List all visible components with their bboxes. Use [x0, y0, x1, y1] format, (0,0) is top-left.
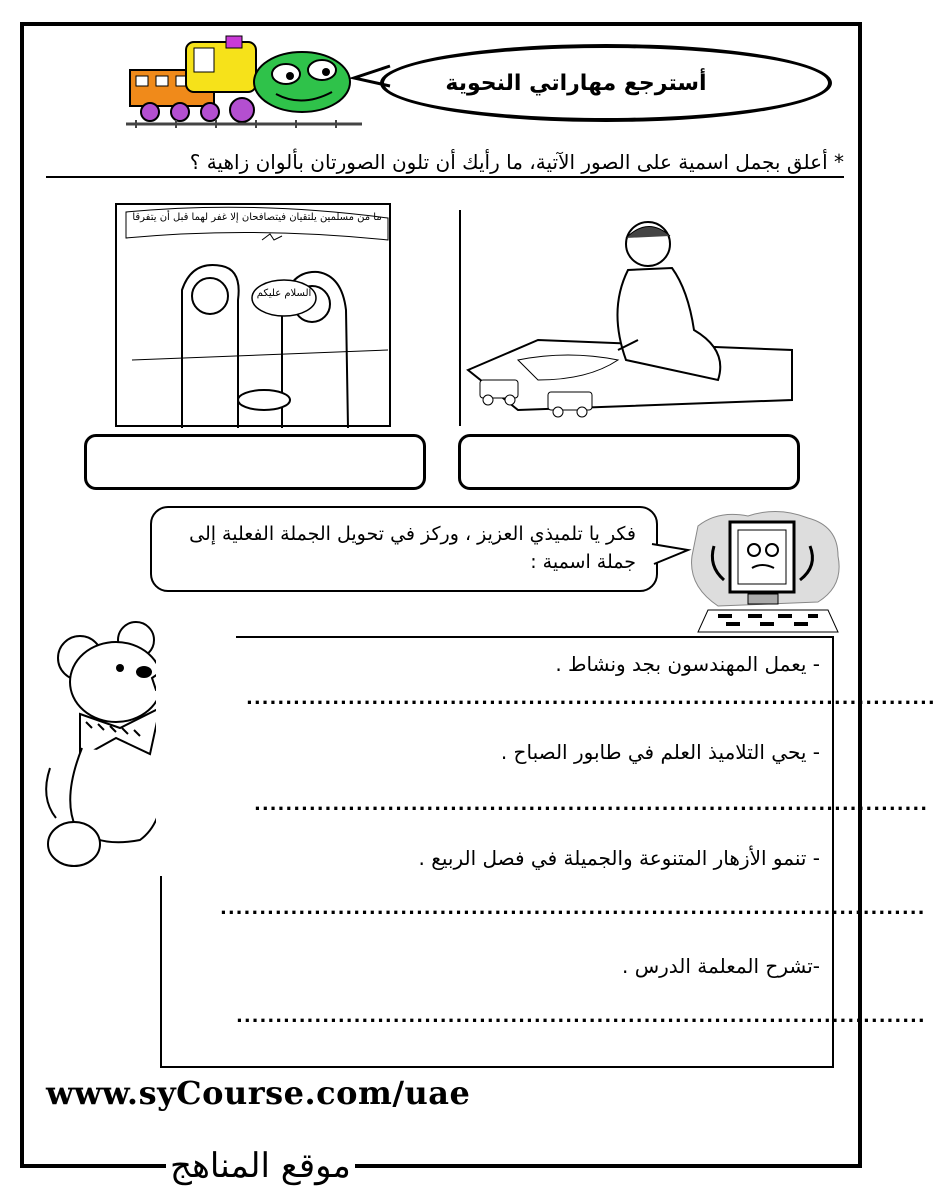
page-title: أسترجع مهاراتي النحوية	[380, 44, 832, 122]
answer-line-2[interactable]: ......................................................................................	[254, 794, 929, 815]
hint-bubble: فكر يا تلميذي العزيز ، وركز في تحويل الجملة الفعلية إلى جملة اسمية :	[150, 506, 658, 592]
exercise-box-gap	[156, 620, 236, 876]
train-icon	[126, 36, 362, 132]
thinking-computer-icon	[678, 506, 848, 634]
sentence-2: - يحي التلاميذ العلم في طابور الصباح .	[500, 740, 820, 764]
instruction-text: * أعلق بجمل اسمية على الصور الآتية، ما رأيك أن تلون الصورتان بألوان زاهية ؟	[46, 150, 844, 178]
footer-site-name: موقع المناهج	[166, 1146, 355, 1186]
footer-url: www.syCourse.com/uae	[46, 1074, 471, 1112]
answer-line-4[interactable]: ........................................................................................	[236, 1006, 926, 1027]
sentence-3: - تنمو الأزهار المتنوعة والجميلة في فصل الربيع .	[418, 846, 820, 870]
girls-greeting-icon	[112, 200, 394, 430]
praying-boy-icon	[458, 210, 794, 426]
answer-line-3[interactable]: ..........................................................................................	[220, 898, 926, 919]
answer-line-1[interactable]: ........................................................................................	[246, 688, 936, 709]
sentence-4: -تشرح المعلمة الدرس .	[622, 954, 820, 978]
girls-greeting-picture	[112, 200, 394, 430]
answer-box-right[interactable]	[458, 434, 800, 490]
sentence-1: - يعمل المهندسون بجد ونشاط .	[555, 652, 820, 676]
answer-box-left[interactable]	[84, 434, 426, 490]
picture-banner-text: ما من مسلمين يلتقيان فيتصافحان إلا غفر لهما قبل أن يتفرقا	[132, 212, 382, 223]
boy-praying-picture	[458, 210, 794, 426]
speech-bubble-text: السلام عليكم	[256, 288, 312, 299]
